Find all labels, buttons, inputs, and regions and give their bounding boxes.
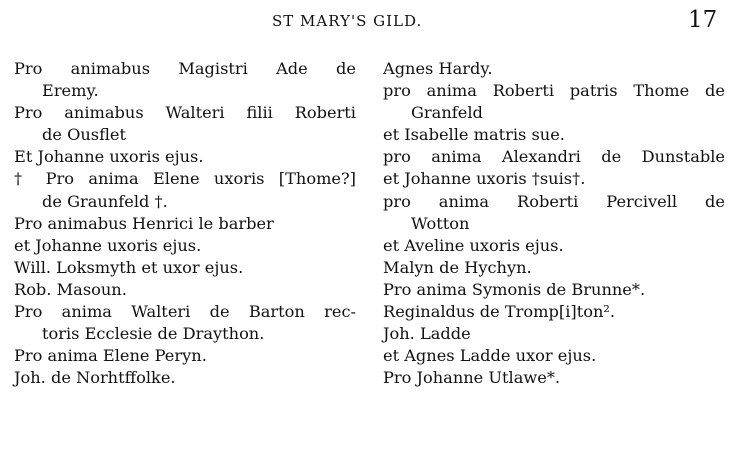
list-entry: et Johanne uxoris †suis†. — [383, 169, 586, 189]
list-entry: Will. Loksmyth et uxor ejus. — [14, 257, 244, 277]
list-entry: Wotton — [411, 213, 470, 233]
list-entry: Reginaldus de Tromp[i]ton². — [383, 302, 615, 322]
list-entry: et Aveline uxoris ejus. — [383, 235, 564, 255]
list-entry: Eremy. — [42, 81, 99, 101]
list-entry: pro anima Alexandri de Dunstable — [383, 147, 725, 167]
list-entry: Pro anima Walteri de Barton rec- — [14, 302, 356, 322]
list-entry: Pro animabus Henrici le barber — [14, 213, 274, 233]
list-entry: Pro animabus Walteri filii Roberti — [14, 103, 356, 123]
right-column — [383, 58, 725, 389]
list-entry: et Agnes Ladde uxor ejus. — [383, 346, 597, 366]
list-entry: Pro anima Symonis de Brunne*. — [383, 279, 646, 299]
list-entry: Pro animabus Magistri Ade de — [14, 59, 356, 78]
list-entry: pro anima Roberti patris Thome de — [383, 81, 725, 101]
list-entry: de Graunfeld †. — [42, 191, 168, 211]
list-entry: † Pro anima Elene uxoris [Thome?] — [14, 169, 356, 189]
list-entry: Joh. Ladde — [383, 324, 471, 344]
page-header — [0, 7, 741, 35]
left-column — [14, 58, 356, 389]
list-entry: Pro anima Elene Peryn. — [14, 346, 207, 366]
list-entry: Pro Johanne Utlawe*. — [383, 368, 561, 388]
list-entry: Agnes Hardy. — [383, 59, 493, 78]
list-entry: Rob. Masoun. — [14, 279, 127, 299]
list-entry: et Johanne uxoris ejus. — [14, 235, 202, 255]
page-number: 17 — [688, 7, 718, 33]
list-entry: de Ousflet — [42, 125, 126, 145]
list-entry: Granfeld — [411, 103, 483, 123]
list-entry: Malyn de Hychyn. — [383, 257, 532, 277]
list-entry: toris Ecclesie de Drаython. — [42, 324, 265, 344]
list-entry: Joh. de Norhtffolke. — [14, 368, 176, 388]
list-entry: et Isabelle matris sue. — [383, 125, 565, 145]
running-title: ST MARY'S GILD. — [272, 12, 423, 30]
list-entry: Et Johanne uxoris ejus. — [14, 147, 204, 167]
list-entry: pro anima Roberti Percivell de — [383, 191, 725, 211]
